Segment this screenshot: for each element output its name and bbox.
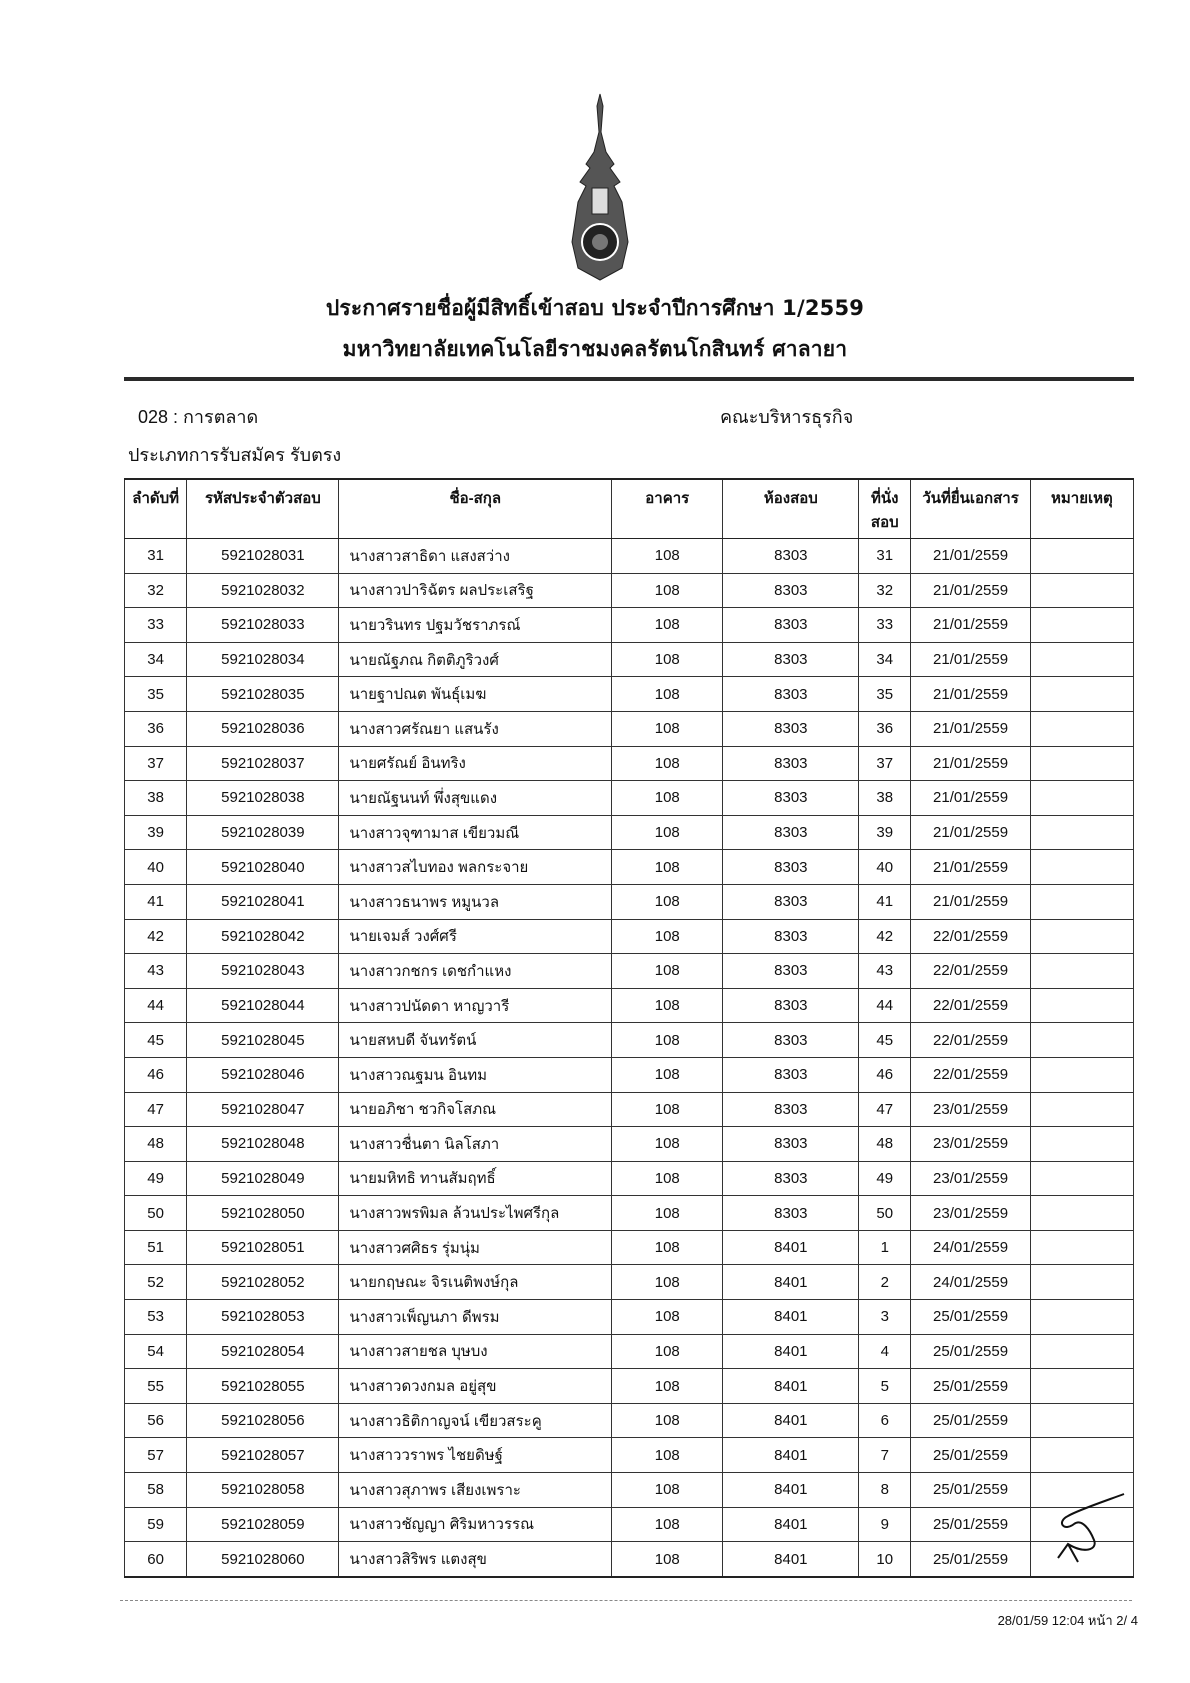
cell-room: 8401 xyxy=(723,1507,859,1542)
cell-submission-date: 25/01/2559 xyxy=(911,1300,1030,1335)
cell-exam-id: 5921028037 xyxy=(187,746,339,781)
cell-exam-id: 5921028056 xyxy=(187,1403,339,1438)
cell-name: นางสาวจุฑามาส เขียวมณี xyxy=(339,815,612,850)
cell-building: 108 xyxy=(612,1127,723,1162)
cell-submission-date: 21/01/2559 xyxy=(911,539,1030,574)
cell-room: 8303 xyxy=(723,988,859,1023)
cell-building: 108 xyxy=(612,850,723,885)
column-header-seat: ที่นั่ง สอบ xyxy=(859,479,911,539)
cell-remarks xyxy=(1030,539,1133,574)
cell-room: 8303 xyxy=(723,1161,859,1196)
cell-building: 108 xyxy=(612,1300,723,1335)
cell-submission-date: 25/01/2559 xyxy=(911,1438,1030,1473)
cell-index: 51 xyxy=(125,1230,187,1265)
cell-name: นายวรินทร ปฐมวัชราภรณ์ xyxy=(339,608,612,643)
cell-exam-id: 5921028031 xyxy=(187,539,339,574)
cell-room: 8303 xyxy=(723,884,859,919)
cell-name: นางสาวเพ็ญนภา ดีพรม xyxy=(339,1300,612,1335)
cell-name: นายณัฐภณ กิตติภูริวงศ์ xyxy=(339,642,612,677)
table-row xyxy=(125,1092,1134,1127)
cell-index: 50 xyxy=(125,1196,187,1231)
cell-seat: 9 xyxy=(859,1507,911,1542)
cell-building: 108 xyxy=(612,1473,723,1508)
cell-exam-id: 5921028038 xyxy=(187,781,339,816)
cell-submission-date: 21/01/2559 xyxy=(911,884,1030,919)
cell-seat: 7 xyxy=(859,1438,911,1473)
cell-seat: 45 xyxy=(859,1023,911,1058)
cell-remarks xyxy=(1030,1334,1133,1369)
cell-exam-id: 5921028051 xyxy=(187,1230,339,1265)
cell-name: นางสาวปาริฉัตร ผลประเสริฐ xyxy=(339,573,612,608)
cell-submission-date: 23/01/2559 xyxy=(911,1127,1030,1162)
cell-seat: 43 xyxy=(859,954,911,989)
table-row xyxy=(125,1438,1134,1473)
cell-building: 108 xyxy=(612,608,723,643)
cell-remarks xyxy=(1030,919,1133,954)
table-row xyxy=(125,608,1134,643)
cell-remarks xyxy=(1030,954,1133,989)
cell-remarks xyxy=(1030,1265,1133,1300)
cell-exam-id: 5921028057 xyxy=(187,1438,339,1473)
cell-seat: 2 xyxy=(859,1265,911,1300)
cell-seat: 46 xyxy=(859,1057,911,1092)
table-row xyxy=(125,1023,1134,1058)
cell-room: 8303 xyxy=(723,850,859,885)
table-row xyxy=(125,642,1134,677)
cell-index: 47 xyxy=(125,1092,187,1127)
table-row xyxy=(125,1057,1134,1092)
cell-name: นางสาวศรัณยา แสนรัง xyxy=(339,711,612,746)
cell-room: 8303 xyxy=(723,1127,859,1162)
cell-room: 8401 xyxy=(723,1265,859,1300)
cell-index: 37 xyxy=(125,746,187,781)
cell-remarks xyxy=(1030,608,1133,643)
table-row xyxy=(125,1196,1134,1231)
cell-seat: 4 xyxy=(859,1334,911,1369)
faculty-label: คณะบริหารธุรกิจ xyxy=(720,407,854,427)
cell-name: นางสาวสุภาพร เสียงเพราะ xyxy=(339,1473,612,1508)
cell-remarks xyxy=(1030,573,1133,608)
cell-room: 8303 xyxy=(723,815,859,850)
cell-building: 108 xyxy=(612,815,723,850)
cell-index: 49 xyxy=(125,1161,187,1196)
cell-index: 36 xyxy=(125,711,187,746)
signature-mark xyxy=(1038,1488,1128,1568)
table-row xyxy=(125,1403,1134,1438)
cell-remarks xyxy=(1030,1057,1133,1092)
cell-submission-date: 22/01/2559 xyxy=(911,954,1030,989)
table-row xyxy=(125,573,1134,608)
cell-index: 46 xyxy=(125,1057,187,1092)
cell-exam-id: 5921028033 xyxy=(187,608,339,643)
cell-name: นางสาวศศิธร รุ่มนุ่ม xyxy=(339,1230,612,1265)
cell-building: 108 xyxy=(612,1542,723,1577)
cell-remarks xyxy=(1030,642,1133,677)
cell-seat: 40 xyxy=(859,850,911,885)
cell-exam-id: 5921028035 xyxy=(187,677,339,712)
cell-name: นางสาววราพร ไชยดิษฐ์ xyxy=(339,1438,612,1473)
cell-index: 52 xyxy=(125,1265,187,1300)
cell-index: 44 xyxy=(125,988,187,1023)
cell-exam-id: 5921028043 xyxy=(187,954,339,989)
cell-exam-id: 5921028053 xyxy=(187,1300,339,1335)
cell-building: 108 xyxy=(612,781,723,816)
cell-building: 108 xyxy=(612,954,723,989)
admission-type-label: ประเภทการรับสมัคร รับตรง xyxy=(128,445,342,465)
cell-seat: 41 xyxy=(859,884,911,919)
cell-remarks xyxy=(1030,1230,1133,1265)
cell-seat: 49 xyxy=(859,1161,911,1196)
cell-remarks xyxy=(1030,677,1133,712)
table-row xyxy=(125,815,1134,850)
cell-submission-date: 25/01/2559 xyxy=(911,1369,1030,1404)
cell-name: นางสาวธิติกาญจน์ เขียวสระคู xyxy=(339,1403,612,1438)
cell-room: 8303 xyxy=(723,573,859,608)
cell-name: นายศรัณย์ อินทริง xyxy=(339,746,612,781)
cell-building: 108 xyxy=(612,1507,723,1542)
cell-seat: 32 xyxy=(859,573,911,608)
cell-seat: 38 xyxy=(859,781,911,816)
cell-seat: 33 xyxy=(859,608,911,643)
cell-room: 8401 xyxy=(723,1542,859,1577)
announcement-title: ประกาศรายชื่อผู้มีสิทธิ์เข้าสอบ ประจำปีการศึกษา 1/2559 xyxy=(325,296,865,320)
cell-index: 55 xyxy=(125,1369,187,1404)
header-divider xyxy=(124,377,1134,381)
cell-name: นายเจมส์ วงศ์ศรี xyxy=(339,919,612,954)
cell-building: 108 xyxy=(612,988,723,1023)
cell-submission-date: 21/01/2559 xyxy=(911,746,1030,781)
table-row xyxy=(125,677,1134,712)
cell-submission-date: 21/01/2559 xyxy=(911,608,1030,643)
cell-seat: 44 xyxy=(859,988,911,1023)
cell-building: 108 xyxy=(612,1369,723,1404)
cell-remarks xyxy=(1030,711,1133,746)
cell-index: 32 xyxy=(125,573,187,608)
cell-seat: 35 xyxy=(859,677,911,712)
cell-index: 58 xyxy=(125,1473,187,1508)
cell-exam-id: 5921028045 xyxy=(187,1023,339,1058)
cell-submission-date: 23/01/2559 xyxy=(911,1161,1030,1196)
cell-submission-date: 21/01/2559 xyxy=(911,850,1030,885)
column-header-name: ชื่อ-สกุล xyxy=(339,479,612,539)
column-header-room: ห้องสอบ xyxy=(723,479,859,539)
cell-room: 8303 xyxy=(723,919,859,954)
cell-room: 8303 xyxy=(723,642,859,677)
cell-exam-id: 5921028041 xyxy=(187,884,339,919)
cell-index: 56 xyxy=(125,1403,187,1438)
cell-name: นายณัฐนนท์ พึ่งสุขแดง xyxy=(339,781,612,816)
cell-exam-id: 5921028040 xyxy=(187,850,339,885)
table-row xyxy=(125,711,1134,746)
cell-remarks xyxy=(1030,815,1133,850)
cell-exam-id: 5921028052 xyxy=(187,1265,339,1300)
cell-seat: 37 xyxy=(859,746,911,781)
cell-submission-date: 25/01/2559 xyxy=(911,1542,1030,1577)
cell-exam-id: 5921028039 xyxy=(187,815,339,850)
cell-exam-id: 5921028032 xyxy=(187,573,339,608)
cell-index: 33 xyxy=(125,608,187,643)
cell-index: 45 xyxy=(125,1023,187,1058)
cell-seat: 5 xyxy=(859,1369,911,1404)
cell-submission-date: 25/01/2559 xyxy=(911,1403,1030,1438)
footer-divider xyxy=(120,1600,1132,1602)
cell-room: 8303 xyxy=(723,677,859,712)
table-row xyxy=(125,1473,1134,1508)
cell-submission-date: 25/01/2559 xyxy=(911,1507,1030,1542)
cell-submission-date: 21/01/2559 xyxy=(911,573,1030,608)
table-row xyxy=(125,954,1134,989)
cell-room: 8401 xyxy=(723,1334,859,1369)
cell-index: 48 xyxy=(125,1127,187,1162)
table-row xyxy=(125,1265,1134,1300)
cell-submission-date: 22/01/2559 xyxy=(911,988,1030,1023)
cell-building: 108 xyxy=(612,746,723,781)
column-header-submission-date: วันที่ยื่นเอกสาร xyxy=(911,479,1030,539)
cell-seat: 6 xyxy=(859,1403,911,1438)
cell-room: 8401 xyxy=(723,1403,859,1438)
cell-building: 108 xyxy=(612,1196,723,1231)
table-row xyxy=(125,1334,1134,1369)
column-header-index: ลำดับที่ xyxy=(125,479,187,539)
cell-exam-id: 5921028047 xyxy=(187,1092,339,1127)
cell-index: 57 xyxy=(125,1438,187,1473)
cell-submission-date: 21/01/2559 xyxy=(911,677,1030,712)
cell-submission-date: 23/01/2559 xyxy=(911,1092,1030,1127)
cell-name: นางสาวกชกร เดชกำแหง xyxy=(339,954,612,989)
cell-exam-id: 5921028060 xyxy=(187,1542,339,1577)
cell-building: 108 xyxy=(612,1403,723,1438)
cell-seat: 10 xyxy=(859,1542,911,1577)
cell-name: นางสาวณฐมน อินทม xyxy=(339,1057,612,1092)
cell-remarks xyxy=(1030,884,1133,919)
cell-submission-date: 23/01/2559 xyxy=(911,1196,1030,1231)
cell-building: 108 xyxy=(612,1438,723,1473)
cell-exam-id: 5921028055 xyxy=(187,1369,339,1404)
cell-submission-date: 24/01/2559 xyxy=(911,1230,1030,1265)
cell-submission-date: 25/01/2559 xyxy=(911,1334,1030,1369)
cell-room: 8401 xyxy=(723,1300,859,1335)
cell-room: 8303 xyxy=(723,539,859,574)
table-row xyxy=(125,1161,1134,1196)
table-row xyxy=(125,1507,1134,1542)
cell-seat: 34 xyxy=(859,642,911,677)
cell-exam-id: 5921028046 xyxy=(187,1057,339,1092)
cell-remarks xyxy=(1030,1161,1133,1196)
table-row xyxy=(125,1127,1134,1162)
cell-seat: 36 xyxy=(859,711,911,746)
cell-building: 108 xyxy=(612,1161,723,1196)
cell-remarks xyxy=(1030,1092,1133,1127)
cell-remarks xyxy=(1030,1196,1133,1231)
cell-submission-date: 21/01/2559 xyxy=(911,781,1030,816)
cell-exam-id: 5921028044 xyxy=(187,988,339,1023)
cell-remarks xyxy=(1030,988,1133,1023)
cell-building: 108 xyxy=(612,1092,723,1127)
cell-room: 8401 xyxy=(723,1438,859,1473)
cell-exam-id: 5921028036 xyxy=(187,711,339,746)
cell-submission-date: 25/01/2559 xyxy=(911,1473,1030,1508)
cell-index: 39 xyxy=(125,815,187,850)
cell-index: 34 xyxy=(125,642,187,677)
university-emblem-icon xyxy=(570,92,630,282)
cell-remarks xyxy=(1030,1438,1133,1473)
cell-room: 8401 xyxy=(723,1473,859,1508)
cell-room: 8303 xyxy=(723,711,859,746)
cell-name: นางสาวสิริพร แตงสุข xyxy=(339,1542,612,1577)
cell-building: 108 xyxy=(612,1334,723,1369)
cell-building: 108 xyxy=(612,573,723,608)
cell-index: 38 xyxy=(125,781,187,816)
exam-roster-table xyxy=(124,478,1134,1578)
cell-submission-date: 22/01/2559 xyxy=(911,1057,1030,1092)
cell-index: 43 xyxy=(125,954,187,989)
cell-room: 8303 xyxy=(723,746,859,781)
cell-remarks xyxy=(1030,1403,1133,1438)
table-body xyxy=(125,539,1134,1577)
cell-seat: 47 xyxy=(859,1092,911,1127)
cell-building: 108 xyxy=(612,711,723,746)
cell-submission-date: 24/01/2559 xyxy=(911,1265,1030,1300)
cell-remarks xyxy=(1030,1300,1133,1335)
cell-seat: 1 xyxy=(859,1230,911,1265)
cell-exam-id: 5921028054 xyxy=(187,1334,339,1369)
cell-remarks xyxy=(1030,1369,1133,1404)
cell-submission-date: 21/01/2559 xyxy=(911,711,1030,746)
cell-room: 8401 xyxy=(723,1369,859,1404)
cell-seat: 42 xyxy=(859,919,911,954)
cell-index: 60 xyxy=(125,1542,187,1577)
cell-exam-id: 5921028059 xyxy=(187,1507,339,1542)
cell-name: นางสาวชื่นตา นิลโสภา xyxy=(339,1127,612,1162)
cell-seat: 48 xyxy=(859,1127,911,1162)
cell-index: 42 xyxy=(125,919,187,954)
table-header-row xyxy=(125,479,1134,539)
cell-room: 8303 xyxy=(723,781,859,816)
table-row xyxy=(125,1230,1134,1265)
cell-remarks xyxy=(1030,746,1133,781)
table-row xyxy=(125,539,1134,574)
cell-building: 108 xyxy=(612,642,723,677)
cell-name: นางสาวธนาพร หมูนวล xyxy=(339,884,612,919)
cell-submission-date: 22/01/2559 xyxy=(911,1023,1030,1058)
cell-name: นางสาวสายชล บุษบง xyxy=(339,1334,612,1369)
cell-room: 8303 xyxy=(723,608,859,643)
cell-submission-date: 22/01/2559 xyxy=(911,919,1030,954)
cell-name: นายกฤษณะ จิรเนติพงษ์กุล xyxy=(339,1265,612,1300)
cell-index: 40 xyxy=(125,850,187,885)
cell-exam-id: 5921028049 xyxy=(187,1161,339,1196)
column-header-remarks: หมายเหตุ xyxy=(1030,479,1133,539)
table-row xyxy=(125,919,1134,954)
cell-seat: 31 xyxy=(859,539,911,574)
cell-room: 8303 xyxy=(723,1092,859,1127)
cell-seat: 3 xyxy=(859,1300,911,1335)
cell-index: 41 xyxy=(125,884,187,919)
cell-exam-id: 5921028048 xyxy=(187,1127,339,1162)
cell-seat: 39 xyxy=(859,815,911,850)
cell-index: 54 xyxy=(125,1334,187,1369)
cell-name: นางสาวพรพิมล ล้วนประไพศรีกุล xyxy=(339,1196,612,1231)
cell-name: นายอภิชา ชวกิจโสภณ xyxy=(339,1092,612,1127)
cell-room: 8303 xyxy=(723,1057,859,1092)
cell-building: 108 xyxy=(612,919,723,954)
cell-building: 108 xyxy=(612,539,723,574)
table-row xyxy=(125,1369,1134,1404)
cell-building: 108 xyxy=(612,1265,723,1300)
university-name: มหาวิทยาลัยเทคโนโลยีราชมงคลรัตนโกสินทร์ ศาลายา xyxy=(342,337,848,361)
cell-name: นางสาวสาธิดา แสงสว่าง xyxy=(339,539,612,574)
cell-name: นางสาวปนัดดา หาญวารี xyxy=(339,988,612,1023)
table-row xyxy=(125,884,1134,919)
cell-building: 108 xyxy=(612,884,723,919)
cell-room: 8303 xyxy=(723,1023,859,1058)
cell-room: 8401 xyxy=(723,1230,859,1265)
cell-room: 8303 xyxy=(723,1196,859,1231)
cell-remarks xyxy=(1030,781,1133,816)
cell-seat: 8 xyxy=(859,1473,911,1508)
cell-name: นายมหิทธิ ทานสัมฤทธิ์ xyxy=(339,1161,612,1196)
cell-submission-date: 21/01/2559 xyxy=(911,642,1030,677)
cell-building: 108 xyxy=(612,677,723,712)
major-label: 028 : การตลาด xyxy=(138,407,259,427)
cell-name: นายสหบดี จันทรัตน์ xyxy=(339,1023,612,1058)
print-timestamp-page: 28/01/59 12:04 หน้า 2/ 4 xyxy=(997,1613,1138,1628)
cell-building: 108 xyxy=(612,1057,723,1092)
table-row xyxy=(125,1300,1134,1335)
cell-index: 35 xyxy=(125,677,187,712)
cell-seat: 50 xyxy=(859,1196,911,1231)
cell-remarks xyxy=(1030,1127,1133,1162)
cell-name: นางสาวดวงกมล อยู่สุข xyxy=(339,1369,612,1404)
cell-exam-id: 5921028058 xyxy=(187,1473,339,1508)
cell-name: นางสาวสไบทอง พลกระจาย xyxy=(339,850,612,885)
cell-index: 53 xyxy=(125,1300,187,1335)
cell-index: 31 xyxy=(125,539,187,574)
cell-name: นายฐาปณต พันธุ์เมฆ xyxy=(339,677,612,712)
table-row xyxy=(125,1542,1134,1577)
cell-name: นางสาวชัญญา ศิริมหาวรรณ xyxy=(339,1507,612,1542)
table-row xyxy=(125,988,1134,1023)
cell-exam-id: 5921028050 xyxy=(187,1196,339,1231)
table-row xyxy=(125,781,1134,816)
cell-submission-date: 21/01/2559 xyxy=(911,815,1030,850)
column-header-exam-id: รหัสประจำตัวสอบ xyxy=(187,479,339,539)
column-header-building: อาคาร xyxy=(612,479,723,539)
cell-exam-id: 5921028042 xyxy=(187,919,339,954)
cell-exam-id: 5921028034 xyxy=(187,642,339,677)
cell-remarks xyxy=(1030,1023,1133,1058)
table-row xyxy=(125,746,1134,781)
cell-building: 108 xyxy=(612,1230,723,1265)
cell-room: 8303 xyxy=(723,954,859,989)
table-row xyxy=(125,850,1134,885)
cell-remarks xyxy=(1030,850,1133,885)
cell-index: 59 xyxy=(125,1507,187,1542)
cell-building: 108 xyxy=(612,1023,723,1058)
